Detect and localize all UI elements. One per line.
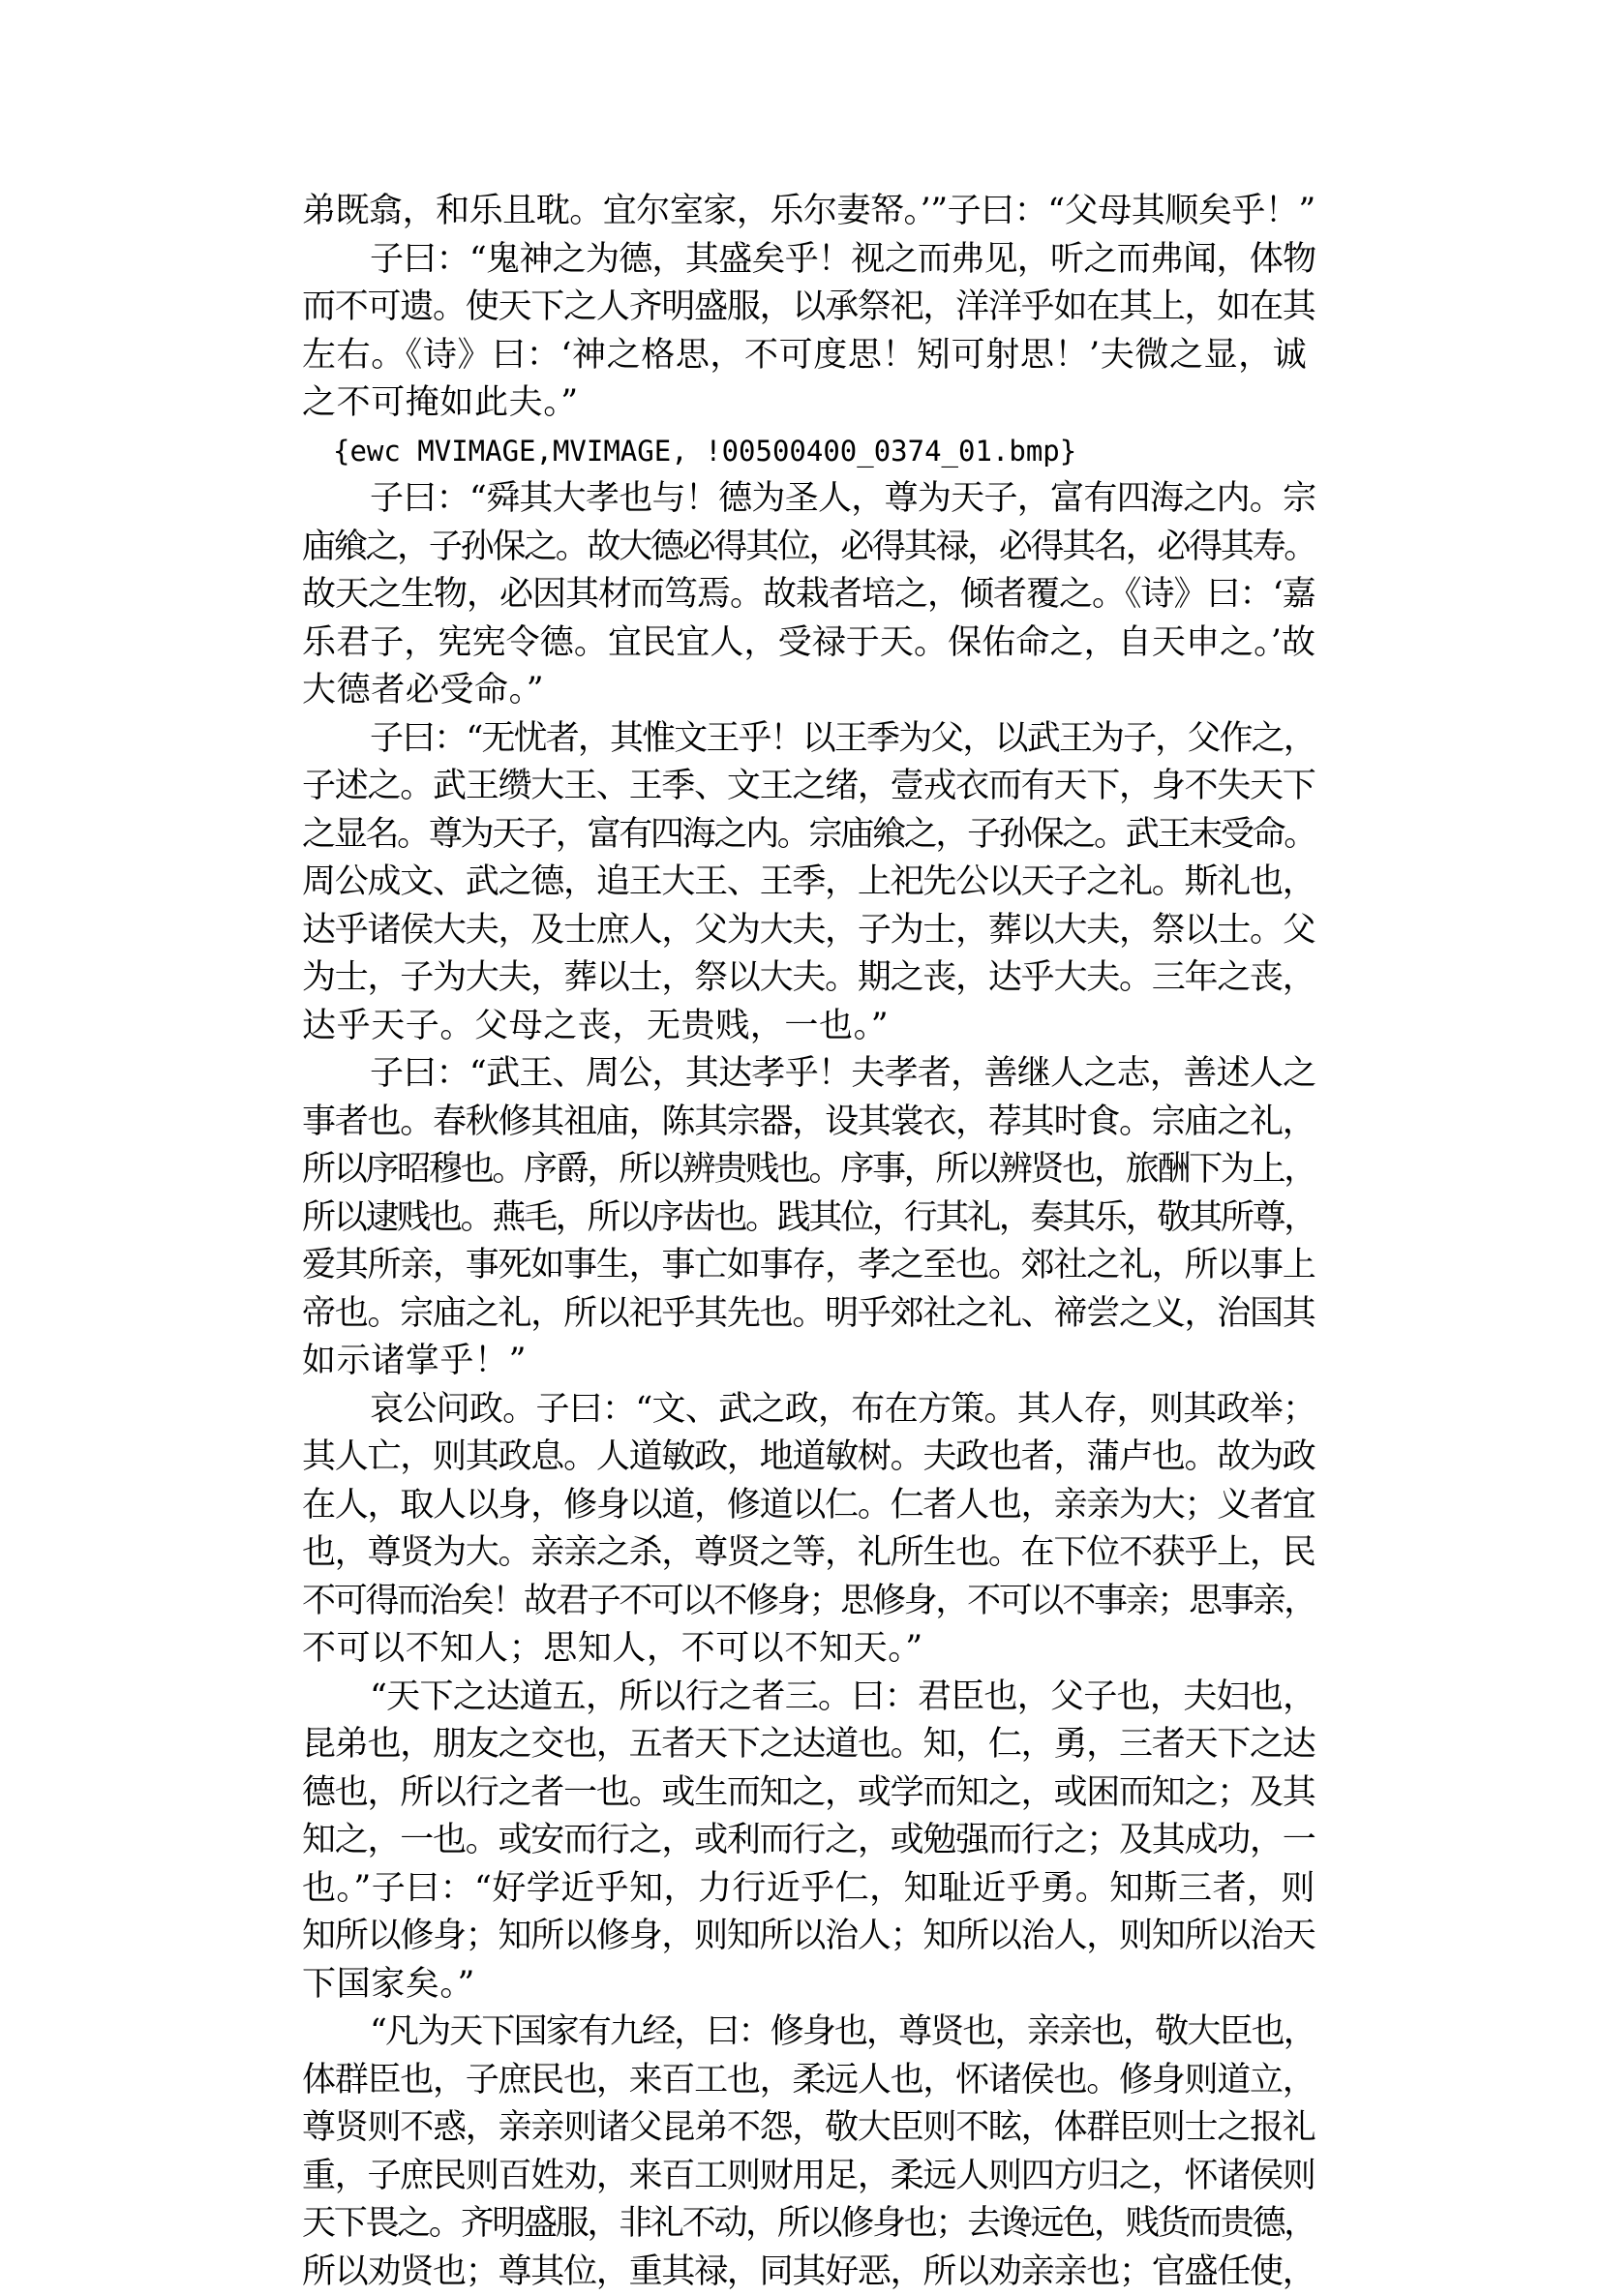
text-line: 子曰：“武王、周公，其达孝乎！夫孝者，善继人之志，善述人之 xyxy=(302,1050,1318,1099)
text-line: 所以逮贱也。燕毛，所以序齿也。践其位，行其礼，奏其乐，敬其所尊， xyxy=(302,1194,1318,1243)
text-line: 其人亡，则其政息。人道敏政，地道敏树。夫政也者，蒲卢也。故为政 xyxy=(302,1434,1318,1482)
text-line: 体群臣也，子庶民也，来百工也，柔远人也，怀诸侯也。修身则道立， xyxy=(302,2057,1318,2105)
paragraph xyxy=(302,1386,1318,1674)
text-line: 如示诸掌乎！” xyxy=(302,1338,1318,1386)
image-field-code xyxy=(302,428,1318,476)
text-line: 大德者必受命。” xyxy=(302,667,1318,715)
text-line: 天下畏之。齐明盛服，非礼不动，所以修身也；去谗远色，贱货而贵德， xyxy=(302,2200,1318,2249)
text-line: 达乎天子。父母之丧，无贵贱，一也。” xyxy=(302,1003,1318,1051)
text-line: 爱其所亲，事死如事生，事亡如事存，孝之至也。郊社之礼，所以事上 xyxy=(302,1242,1318,1290)
text-line: 不可得而治矣！故君子不可以不修身；思修身，不可以不事亲；思事亲， xyxy=(302,1578,1318,1626)
paragraph xyxy=(302,1050,1318,1386)
text-line: 子曰：“无忧者，其惟文王乎！以王季为父，以武王为子，父作之， xyxy=(302,715,1318,764)
paragraph xyxy=(302,1674,1318,2009)
text-line: 之不可掩如此夫。” xyxy=(302,379,1318,428)
paragraph xyxy=(302,715,1318,1051)
document-body xyxy=(302,188,1318,2296)
text-line: 故天之生物，必因其材而笃焉。故栽者培之，倾者覆之。《诗》曰：‘嘉 xyxy=(302,571,1318,619)
text-line: {ewc MVIMAGE,MVIMAGE, !00500400_0374_01.bmp} xyxy=(333,435,1076,468)
paragraph xyxy=(302,475,1318,715)
text-line: “凡为天下国家有九经，曰：修身也，尊贤也，亲亲也，敬大臣也， xyxy=(302,2009,1318,2057)
text-line: 知之，一也。或安而行之，或利而行之，或勉强而行之；及其成功，一 xyxy=(302,1817,1318,1865)
text-line: 也，尊贤为大。亲亲之杀，尊贤之等，礼所生也。在下位不获乎上，民 xyxy=(302,1529,1318,1578)
text-line: 尊贤则不惑，亲亲则诸父昆弟不怨，敬大臣则不眩，体群臣则士之报礼 xyxy=(302,2104,1318,2153)
paragraph xyxy=(302,188,1318,236)
text-line: 达乎诸侯大夫，及士庶人，父为大夫，子为士，葬以大夫，祭以士。父 xyxy=(302,907,1318,955)
paragraph xyxy=(302,2009,1318,2296)
text-line: 而不可遗。使天下之人齐明盛服，以承祭祀，洋洋乎如在其上，如在其 xyxy=(302,284,1318,332)
text-line: 所以劝贤也；尊其位，重其禄，同其好恶，所以劝亲亲也；官盛任使， xyxy=(302,2249,1318,2296)
text-line: 昆弟也，朋友之交也，五者天下之达道也。知，仁，勇，三者天下之达 xyxy=(302,1721,1318,1769)
text-line: 乐君子，宪宪令德。宜民宜人，受禄于天。保佑命之，自天申之。’故 xyxy=(302,619,1318,668)
text-line: 知所以修身；知所以修身，则知所以治人；知所以治人，则知所以治天 xyxy=(302,1913,1318,1961)
text-line: 为士，子为大夫，葬以士，祭以大夫。期之丧，达乎大夫。三年之丧， xyxy=(302,954,1318,1003)
paragraph xyxy=(302,236,1318,428)
text-line: 不可以不知人；思知人，不可以不知天。” xyxy=(302,1625,1318,1674)
text-line: 子曰：“鬼神之为德，其盛矣乎！视之而弗见，听之而弗闻，体物 xyxy=(302,236,1318,285)
text-line: “天下之达道五，所以行之者三。曰：君臣也，父子也，夫妇也， xyxy=(302,1674,1318,1722)
text-line: 帝也。宗庙之礼，所以祀乎其先也。明乎郊社之礼、禘尝之义，治国其 xyxy=(302,1290,1318,1339)
text-line: 之显名。尊为天子，富有四海之内。宗庙飨之，子孙保之。武王末受命。 xyxy=(302,811,1318,860)
text-line: 在人，取人以身，修身以道，修道以仁。仁者人也，亲亲为大；义者宜 xyxy=(302,1482,1318,1530)
text-line: 事者也。春秋修其祖庙，陈其宗器，设其裳衣，荐其时食。宗庙之礼， xyxy=(302,1099,1318,1147)
text-line: 也。”子曰：“好学近乎知，力行近乎仁，知耻近乎勇。知斯三者，则 xyxy=(302,1865,1318,1914)
text-line: 重，子庶民则百姓劝，来百工则财用足，柔远人则四方归之，怀诸侯则 xyxy=(302,2153,1318,2201)
text-line: 子述之。武王缵大王、王季、文王之绪，壹戎衣而有天下，身不失天下 xyxy=(302,763,1318,811)
text-line: 下国家矣。” xyxy=(302,1961,1318,2009)
text-line: 弟既翕，和乐且耽。宜尔室家，乐尔妻帑。’”子曰：“父母其顺矣乎！” xyxy=(302,188,1318,236)
text-line: 左右。《诗》曰：‘神之格思，不可度思！矧可射思！’夫微之显，诚 xyxy=(302,332,1318,380)
text-line: 德也，所以行之者一也。或生而知之，或学而知之，或困而知之；及其 xyxy=(302,1769,1318,1818)
text-line: 所以序昭穆也。序爵，所以辨贵贱也。序事，所以辨贤也，旅酬下为上， xyxy=(302,1146,1318,1194)
text-line: 庙飨之，子孙保之。故大德必得其位，必得其禄，必得其名，必得其寿。 xyxy=(302,524,1318,572)
text-line: 子曰：“舜其大孝也与！德为圣人，尊为天子，富有四海之内。宗 xyxy=(302,475,1318,524)
text-line: 周公成文、武之德，追王大王、王季，上祀先公以天子之礼。斯礼也， xyxy=(302,859,1318,907)
text-line: 哀公问政。子曰：“文、武之政，布在方策。其人存，则其政举； xyxy=(302,1386,1318,1435)
